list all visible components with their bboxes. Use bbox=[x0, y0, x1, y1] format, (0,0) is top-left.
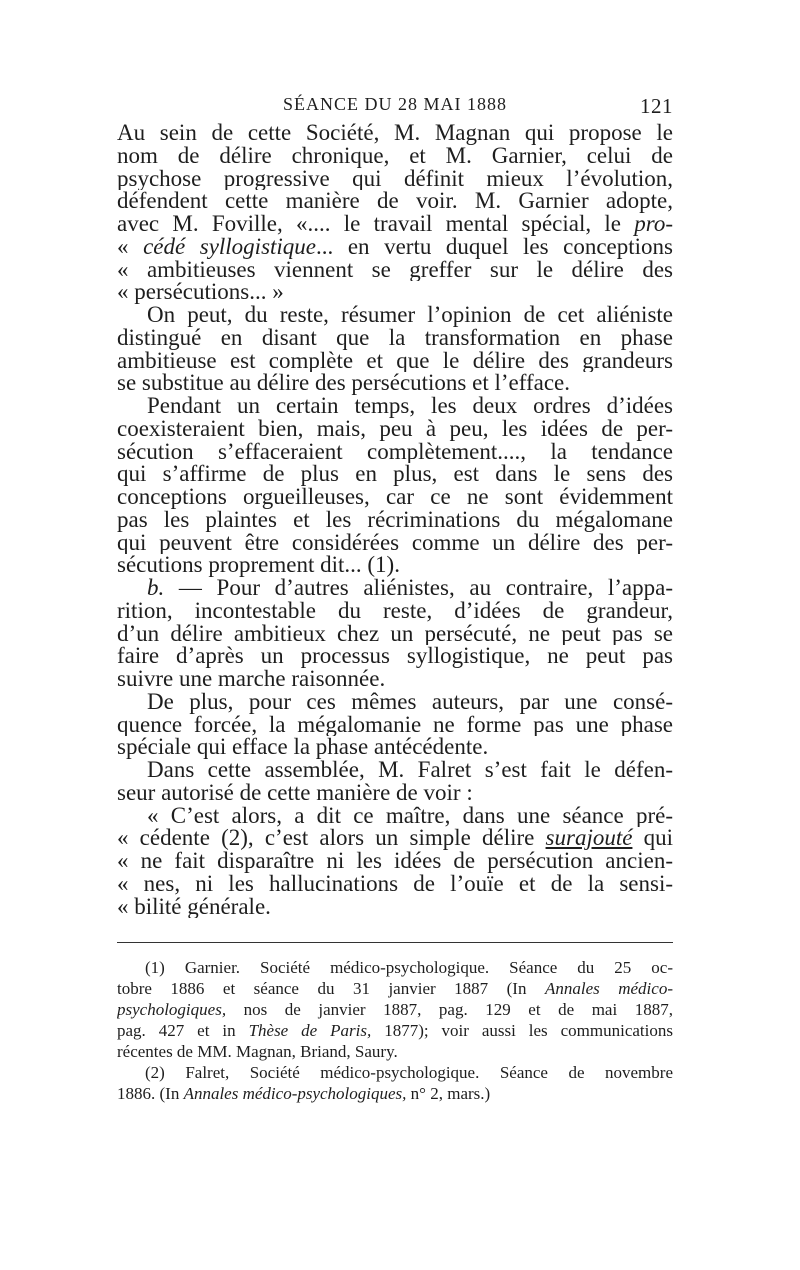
footnote-line bbox=[117, 957, 673, 978]
text-line bbox=[117, 805, 673, 828]
text-segment: conceptions orgueilleuses, car ce ne sont évidemment bbox=[117, 486, 673, 509]
text-line bbox=[117, 850, 673, 873]
text-line bbox=[117, 190, 673, 213]
text-line bbox=[117, 873, 673, 896]
text-segment: « C’est alors, a dit ce maître, dans une séance pré- bbox=[147, 804, 673, 828]
text-line bbox=[117, 714, 673, 737]
text-line bbox=[117, 668, 673, 691]
text-line bbox=[117, 782, 673, 805]
text-segment: surajouté bbox=[545, 827, 633, 850]
footnote-rule bbox=[117, 942, 673, 943]
text-segment: suivre une marche raisonnée. bbox=[117, 668, 386, 691]
text-segment: (2) Falret, Société médico-psychologique. Séance de novembre bbox=[145, 1063, 673, 1083]
text-line bbox=[117, 236, 673, 259]
text-line bbox=[117, 350, 673, 373]
text-segment: coexisteraient bien, mais, peu à peu, les idées de per- bbox=[117, 417, 673, 441]
text-line bbox=[117, 577, 673, 600]
text-line bbox=[117, 600, 673, 623]
text-line bbox=[117, 441, 673, 464]
text-line bbox=[117, 304, 673, 327]
book-page bbox=[117, 88, 673, 1104]
text-segment: avec M. Foville, «.... le travail mental spécial, le bbox=[117, 213, 635, 236]
text-segment: se substitue au délire des persécutions et l’efface. bbox=[117, 372, 571, 395]
text-segment: « persécutions... » bbox=[117, 281, 284, 304]
text-line bbox=[117, 691, 673, 714]
text-segment: Pendant un certain temps, les deux ordres d’idées bbox=[147, 395, 673, 418]
text-segment: nos de janvier 1887, pag. 129 et de mai 1887, bbox=[226, 1000, 673, 1020]
text-segment: De plus, pour ces mêmes auteurs, par une consé- bbox=[147, 690, 673, 714]
text-line bbox=[117, 827, 673, 850]
text-line bbox=[117, 168, 673, 191]
text-segment: Annales médico- bbox=[544, 979, 673, 999]
text-segment: distingué en disant que la transformation en phase bbox=[117, 326, 673, 350]
text-segment: Au sein de cette Société, M. Magnan qui propose le bbox=[117, 122, 673, 145]
text-line bbox=[117, 145, 673, 168]
text-segment: psychose progressive qui définit mieux l’évolution, bbox=[117, 167, 673, 191]
text-segment: « nes, ni les hallucinations de l’ouïe et de la sensi- bbox=[117, 872, 673, 896]
text-line bbox=[117, 486, 673, 509]
text-segment: sécution s’effaceraient complètement...., la tendance bbox=[117, 440, 673, 464]
footnote-line bbox=[117, 1041, 673, 1062]
text-line bbox=[117, 736, 673, 759]
text-line bbox=[117, 463, 673, 486]
text-segment: Thèse de Paris, bbox=[248, 1021, 372, 1041]
text-segment: quence forcée, la mégalomanie ne forme pas une phase bbox=[117, 713, 673, 737]
text-line bbox=[117, 623, 673, 646]
text-segment: « cédente (2), c’est alors un simple délire bbox=[117, 827, 546, 850]
footnote-line bbox=[117, 1062, 673, 1083]
text-segment: qui bbox=[632, 827, 673, 850]
text-line bbox=[117, 122, 673, 145]
text-line bbox=[117, 896, 673, 919]
text-segment: qui s’affirme de plus en plus, est dans le sens des bbox=[117, 463, 673, 486]
text-segment: qui peuvent être considérées comme un délire des per- bbox=[117, 531, 673, 555]
text-segment: ... en vertu duquel les conceptions bbox=[316, 235, 673, 259]
text-segment: nom de délire chronique, et M. Garnier, celui de bbox=[117, 144, 673, 168]
text-segment: n° 2, mars.) bbox=[406, 1084, 491, 1104]
text-line bbox=[117, 281, 673, 304]
text-segment: (1) Garnier. Société médico-psychologique. Séance du 25 oc- bbox=[145, 958, 673, 978]
text-line bbox=[117, 213, 673, 236]
main-text bbox=[117, 122, 673, 918]
text-segment: rition, incontestable du reste, d’idées de grandeur, bbox=[117, 599, 673, 623]
page-number: 121 bbox=[640, 94, 673, 118]
text-segment: récentes de MM. Magnan, Briand, Saury. bbox=[117, 1042, 398, 1062]
text-segment: défendent cette manière de voir. M. Garnier adopte, bbox=[117, 190, 673, 213]
text-segment: Annales médico-psychologiques, bbox=[183, 1084, 407, 1104]
running-head bbox=[117, 88, 673, 118]
text-line bbox=[117, 395, 673, 418]
text-segment: « ne fait disparaître ni les idées de persécution ancien- bbox=[117, 850, 673, 873]
text-segment: 1877); voir aussi les communications bbox=[371, 1021, 673, 1041]
footnote-line bbox=[117, 1083, 673, 1104]
text-line bbox=[117, 759, 673, 782]
footnote-line bbox=[117, 999, 673, 1020]
text-segment: psychologiques, bbox=[117, 1000, 227, 1020]
text-segment: seur autorisé de cette manière de voir : bbox=[117, 781, 473, 805]
text-line bbox=[117, 532, 673, 555]
running-title: SÉANCE DU 28 MAI 1888 bbox=[282, 94, 507, 114]
text-segment: pro- bbox=[634, 213, 673, 236]
text-line bbox=[117, 509, 673, 532]
text-segment: « bilité générale. bbox=[117, 895, 271, 919]
text-segment: pas les plaintes et les récriminations du mégalomane bbox=[117, 508, 673, 532]
text-segment: On peut, du reste, résumer l’opinion de cet aliéniste bbox=[147, 304, 673, 327]
text-segment: Dans cette assemblée, M. Falret s’est fait le défen- bbox=[147, 759, 673, 782]
text-line bbox=[117, 327, 673, 350]
text-segment: d’un délire ambitieux chez un persécuté, ne peut pas se bbox=[117, 622, 673, 646]
text-segment: pag. 427 et in bbox=[117, 1021, 249, 1041]
text-segment: spéciale qui efface la phase antécédente. bbox=[117, 736, 489, 759]
text-line bbox=[117, 645, 673, 668]
text-line bbox=[117, 259, 673, 282]
text-line bbox=[117, 418, 673, 441]
text-segment: sécutions proprement dit... (1). bbox=[117, 554, 400, 577]
text-segment: ambitieuse est complète et que le délire des grandeurs bbox=[117, 349, 673, 373]
footnote-line bbox=[117, 1020, 673, 1041]
footnotes bbox=[117, 957, 673, 1104]
text-segment: cédé syllogistique bbox=[143, 235, 317, 259]
text-line bbox=[117, 554, 673, 577]
footnote-line bbox=[117, 978, 673, 999]
text-segment: 1886. (In bbox=[117, 1084, 184, 1104]
text-segment: b. bbox=[147, 577, 165, 600]
text-segment: « bbox=[117, 235, 144, 259]
text-segment: — Pour d’autres aliénistes, au contraire, l’appa- bbox=[164, 577, 673, 600]
text-segment: « ambitieuses viennent se greffer sur le délire des bbox=[117, 258, 673, 282]
text-segment: tobre 1886 et séance du 31 janvier 1887 (In bbox=[117, 979, 545, 999]
text-line bbox=[117, 372, 673, 395]
text-segment: faire d’après un processus syllogistique, ne peut pas bbox=[117, 645, 673, 668]
